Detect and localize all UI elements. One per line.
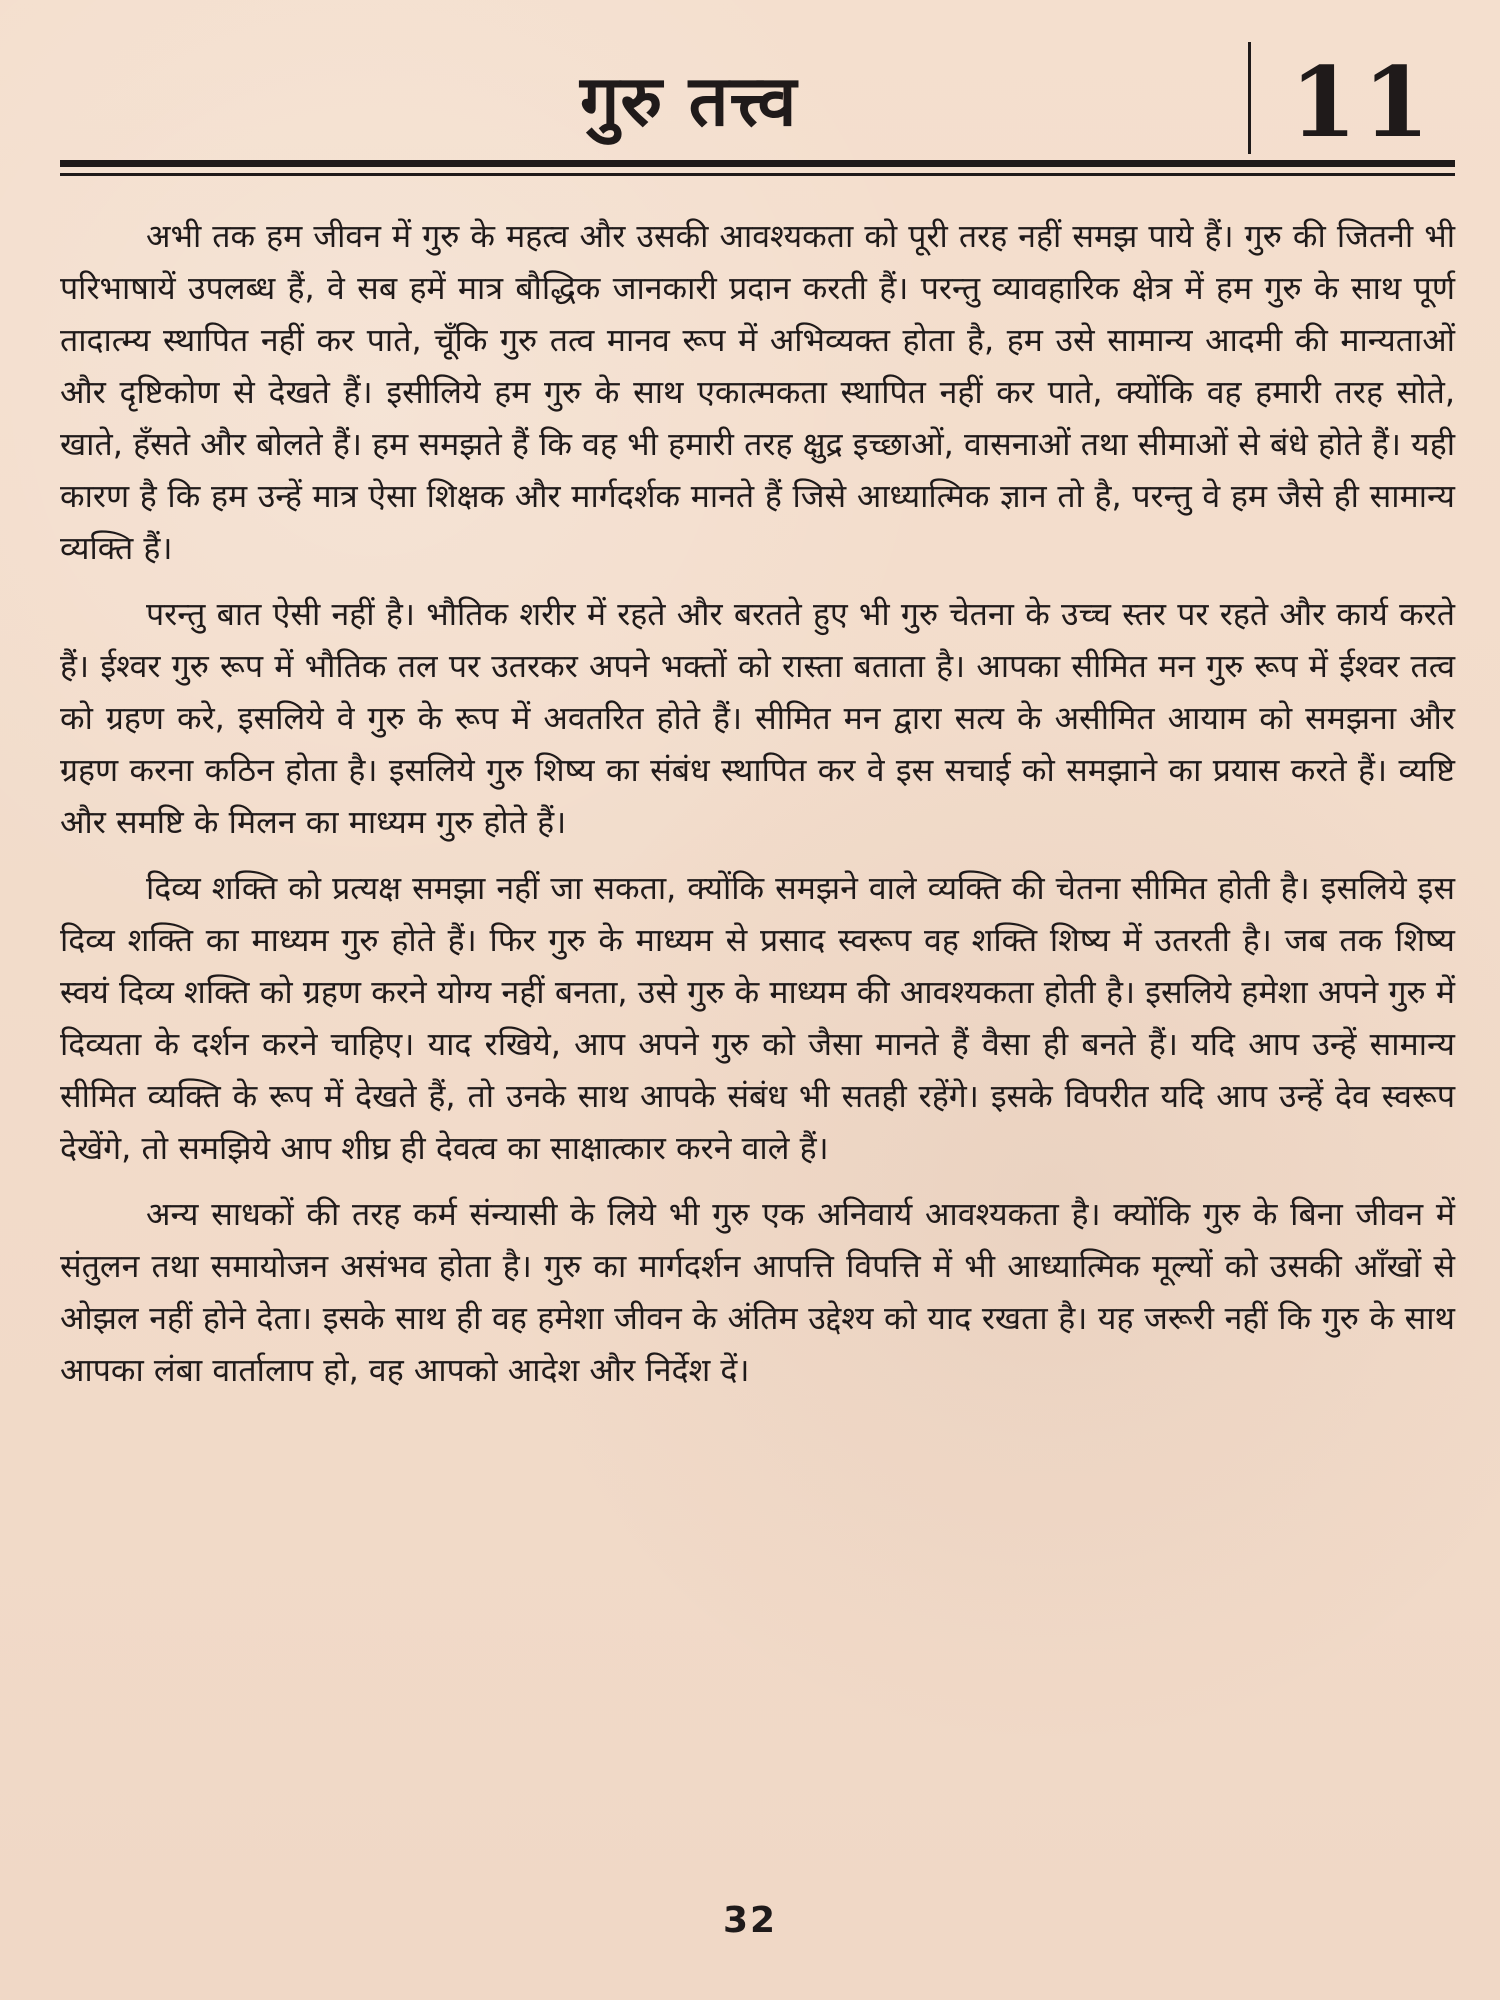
paragraph-4: अन्य साधकों की तरह कर्म संन्यासी के लिये भी गुरु एक अनिवार्य आवश्यकता है। क्योंकि गुरु के बिना जीवन में संतुलन तथा समायोजन असंभव होता है। गुरु का मार्गदर्शन आपत्ति विपत्ति में भी आध्यात्मिक मूल्यों को उसकी आँखों से ओझल नहीं होने देता। इसके साथ ही वह हमेशा जीवन के अंतिम उद्देश्य को याद रखता है। यह जरूरी नहीं कि गुरु के साथ आपका लंबा वार्तालाप हो, वह आपको आदेश और निर्देश दें। bbox=[60, 1195, 1455, 1389]
page-content bbox=[60, 210, 1455, 1410]
chapter-title: गुरु तत्त्व bbox=[580, 60, 798, 142]
paragraph-3: दिव्य शक्ति को प्रत्यक्ष समझा नहीं जा सकता, क्योंकि समझने वाले व्यक्ति की चेतना सीमित होती है। इसलिये इस दिव्य शक्ति का माध्यम गुरु होते हैं। फिर गुरु के माध्यम से प्रसाद स्वरूप वह शक्ति शिष्य में उतरती है। जब तक शिष्य स्वयं दिव्य शक्ति को ग्रहण करने योग्य नहीं बनता, उसे गुरु के माध्यम की आवश्यकता होती है। इसलिये हमेशा अपने गुरु में दिव्यता के दर्शन करने चाहिए। याद रखिये, आप अपने गुरु को जैसा मानते हैं वैसा ही बनते हैं। यदि आप उन्हें सामान्य सीमित व्यक्ति के रूप में देखते हैं, तो उनके साथ आपके संबंध भी सतही रहेंगे। इसके विपरीत यदि आप उन्हें देव स्वरूप देखेंगे, तो समझिये आप शीघ्र ही देवत्व का साक्षात्कार करने वाले हैं। bbox=[60, 869, 1455, 1167]
chapter-number: 11 bbox=[1290, 46, 1436, 159]
paragraph-2: परन्तु बात ऐसी नहीं है। भौतिक शरीर में रहते और बरतते हुए भी गुरु चेतना के उच्च स्तर पर रहते और कार्य करते हैं। ईश्वर गुरु रूप में भौतिक तल पर उतरकर अपने भक्तों को रास्ता बताता है। आपका सीमित मन गुरु रूप में ईश्वर तत्व को ग्रहण करे, इसलिये वे गुरु के रूप में अवतरित होते हैं। सीमित मन द्वारा सत्य के असीमित आयाम को समझना और ग्रहण करना कठिन होता है। इसलिये गुरु शिष्य का संबंध स्थापित कर वे इस सचाई को समझाने का प्रयास करते हैं। व्यष्टि और समष्टि के मिलन का माध्यम गुरु होते हैं। bbox=[60, 595, 1455, 841]
header-rule-bottom bbox=[60, 173, 1455, 176]
paragraph-1: अभी तक हम जीवन में गुरु के महत्व और उसकी आवश्यकता को पूरी तरह नहीं समझ पाये हैं। गुरु की जितनी भी परिभाषायें उपलब्ध हैं, वे सब हमें मात्र बौद्धिक जानकारी प्रदान करती हैं। परन्तु व्यावहारिक क्षेत्र में हम गुरु के साथ पूर्ण तादात्म्य स्थापित नहीं कर पाते, चूँकि गुरु तत्व मानव रूप में अभिव्यक्त होता है, हम उसे सामान्य आदमी की मान्यताओं और दृष्टिकोण से देखते हैं। इसीलिये हम गुरु के साथ एकात्मकता स्थापित नहीं कर पाते, क्योंकि वह हमारी तरह सोते, खाते, हँसते और बोलते हैं। हम समझते हैं कि वह भी हमारी तरह क्षुद्र इच्छाओं, वासनाओं तथा सीमाओं से बंधे होते हैं। यही कारण है कि हम उन्हें मात्र ऐसा शिक्षक और मार्गदर्शक मानते हैं जिसे आध्यात्मिक ज्ञान तो है, परन्तु वे हम जैसे ही सामान्य व्यक्ति हैं। bbox=[60, 217, 1455, 567]
chapter-header bbox=[60, 42, 1455, 180]
header-divider bbox=[1248, 42, 1251, 154]
header-rule-top bbox=[60, 160, 1455, 167]
page-number: 32 bbox=[722, 1900, 778, 1941]
